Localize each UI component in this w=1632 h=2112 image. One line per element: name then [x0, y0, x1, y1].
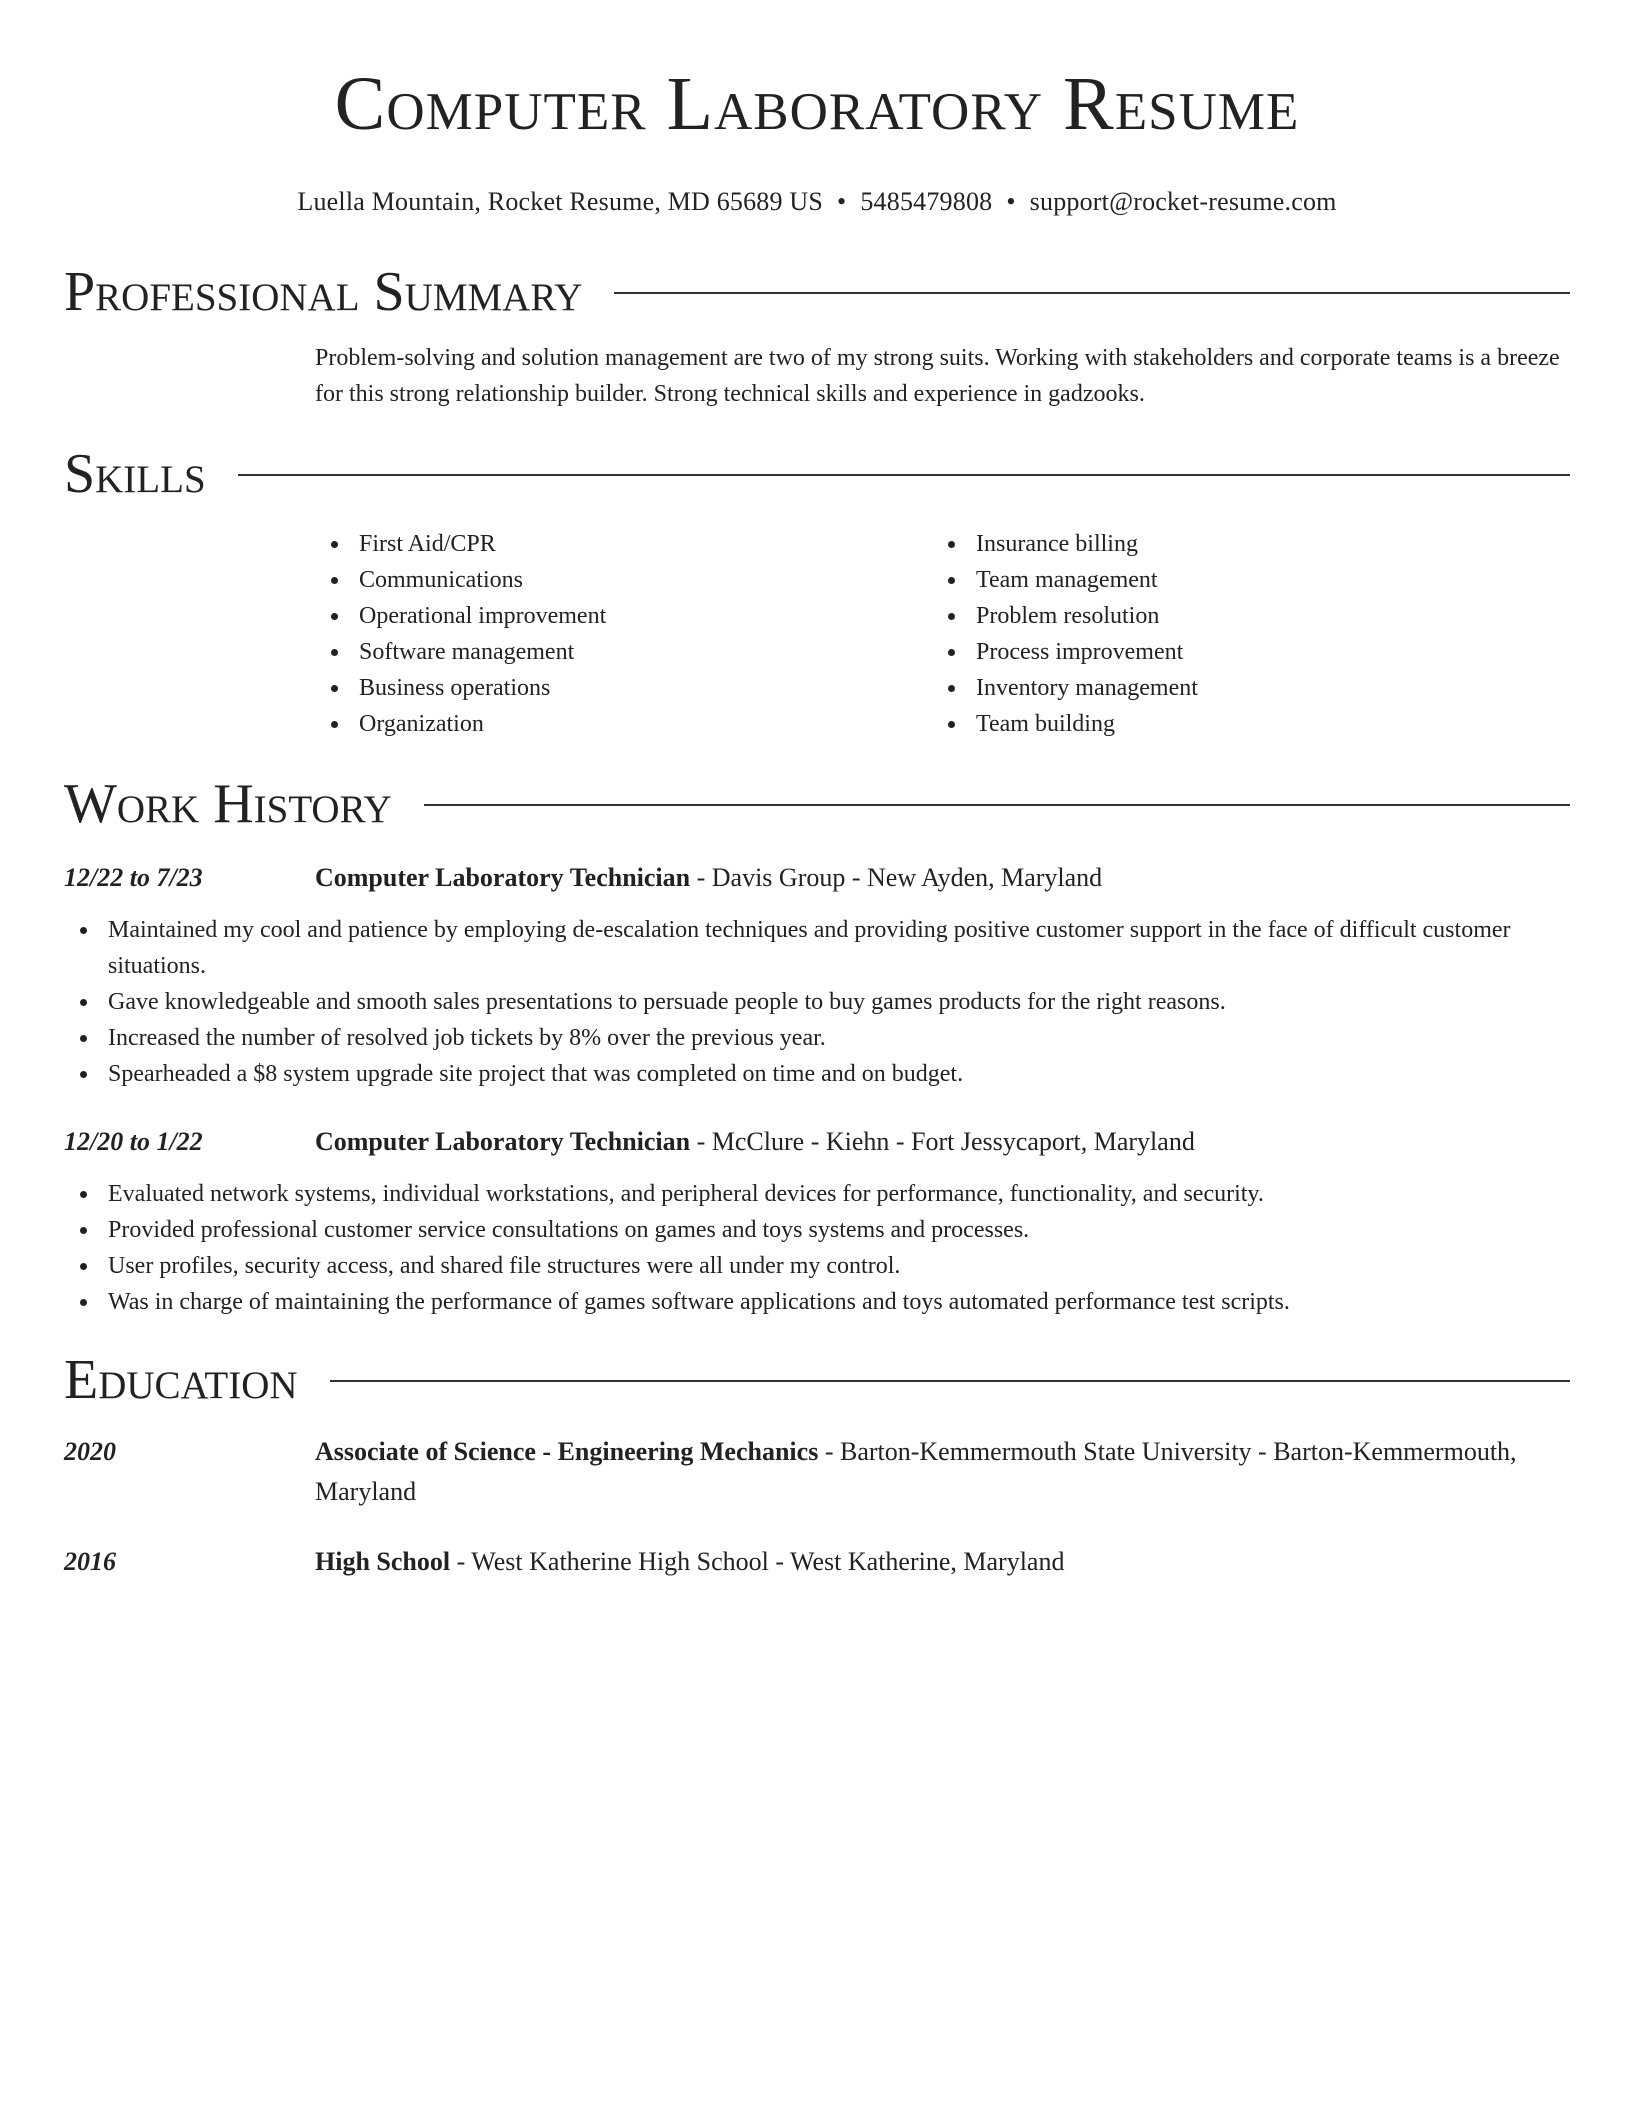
- job-title: Computer Laboratory Technician: [315, 863, 691, 892]
- education-details: - Barton-Kemmermouth State University - Barton-Kemmermouth, Maryland: [315, 1437, 1517, 1506]
- skill-item: Organization: [315, 706, 932, 742]
- skills-list: [315, 526, 1570, 742]
- education-heading-line: [315, 1542, 1570, 1582]
- education-entry: [64, 1542, 1570, 1582]
- job-details: - Davis Group - New Ayden, Maryland: [690, 863, 1103, 892]
- job-bullet-list: [64, 912, 1570, 1092]
- job-details: - McClure - Kiehn - Fort Jessycaport, Maryland: [690, 1127, 1195, 1156]
- contact-line: [64, 186, 1570, 218]
- skill-item: Team building: [932, 706, 1549, 742]
- section-divider: [614, 292, 1570, 294]
- degree: Associate of Science - Engineering Mechanics: [315, 1437, 819, 1466]
- summary-section-header: [64, 260, 1570, 324]
- contact-separator: •: [837, 187, 847, 216]
- job-bullet: Increased the number of resolved job tickets by 8% over the previous year.: [64, 1020, 1570, 1056]
- work-section-header: [64, 772, 1570, 836]
- resume-page: [64, 0, 1570, 1582]
- skill-item: First Aid/CPR: [315, 526, 932, 562]
- contact-address: Luella Mountain, Rocket Resume, MD 65689 US: [297, 187, 824, 216]
- work-dates: 12/20 to 1/22: [64, 1127, 203, 1156]
- education-year: 2020: [64, 1437, 116, 1466]
- work-entry: [64, 1122, 1570, 1162]
- skills-section-header: [64, 442, 1570, 506]
- contact-email[interactable]: support@rocket-resume.com: [1029, 187, 1337, 216]
- education-entry: [64, 1432, 1570, 1512]
- skill-item: Problem resolution: [932, 598, 1549, 634]
- summary-heading: Professional Summary: [64, 261, 583, 323]
- education-section-header: [64, 1348, 1570, 1412]
- education-heading: Education: [64, 1349, 298, 1411]
- summary-text: Problem-solving and solution management are two of my strong suits. Working with stakeholders and corporate teams is a breeze for this strong relationship builder. Strong technical skills and experience in gadzooks.: [315, 345, 1560, 407]
- work-dates: 12/22 to 7/23: [64, 863, 203, 892]
- job-bullet-list: [64, 1176, 1570, 1320]
- job-bullet: Evaluated network systems, individual workstations, and peripheral devices for performance, functionality, and security.: [64, 1176, 1570, 1212]
- skill-item: Software management: [315, 634, 932, 670]
- job-title: Computer Laboratory Technician: [315, 1127, 691, 1156]
- skill-item: Process improvement: [932, 634, 1549, 670]
- skill-item: Business operations: [315, 670, 932, 706]
- job-bullet: Spearheaded a $8 system upgrade site project that was completed on time and on budget.: [64, 1056, 1570, 1092]
- contact-separator: •: [1006, 187, 1016, 216]
- resume-title: Computer Laboratory Resume: [334, 62, 1300, 146]
- job-bullet: Maintained my cool and patience by employing de-escalation techniques and providing positive customer support in the face of difficult customer situations.: [64, 912, 1570, 984]
- skill-item: Communications: [315, 562, 932, 598]
- job-bullet: Was in charge of maintaining the performance of games software applications and toys automated performance test scripts.: [64, 1284, 1570, 1320]
- job-bullet: User profiles, security access, and shared file structures were all under my control.: [64, 1248, 1570, 1284]
- section-divider: [330, 1380, 1570, 1382]
- skills-column-right: [932, 526, 1549, 742]
- job-bullet: Provided professional customer service consultations on games and toys systems and processes.: [64, 1212, 1570, 1248]
- degree: High School: [315, 1547, 451, 1576]
- education-details: - West Katherine High School - West Katherine, Maryland: [450, 1547, 1065, 1576]
- job-bullet: Gave knowledgeable and smooth sales presentations to persuade people to buy games products for the right reasons.: [64, 984, 1570, 1020]
- skill-item: Inventory management: [932, 670, 1549, 706]
- section-divider: [424, 804, 1570, 806]
- work-heading-line: [315, 1122, 1570, 1162]
- work-entry: [64, 858, 1570, 898]
- contact-phone: 5485479808: [860, 187, 993, 216]
- skill-item: Team management: [932, 562, 1549, 598]
- education-year: 2016: [64, 1547, 116, 1576]
- work-heading-line: [315, 858, 1570, 898]
- section-divider: [238, 474, 1570, 476]
- education-heading-line: [315, 1432, 1570, 1512]
- skills-column-left: [315, 526, 932, 742]
- skill-item: Operational improvement: [315, 598, 932, 634]
- skill-item: Insurance billing: [932, 526, 1549, 562]
- skills-heading: Skills: [64, 443, 206, 505]
- work-heading: Work History: [64, 773, 392, 835]
